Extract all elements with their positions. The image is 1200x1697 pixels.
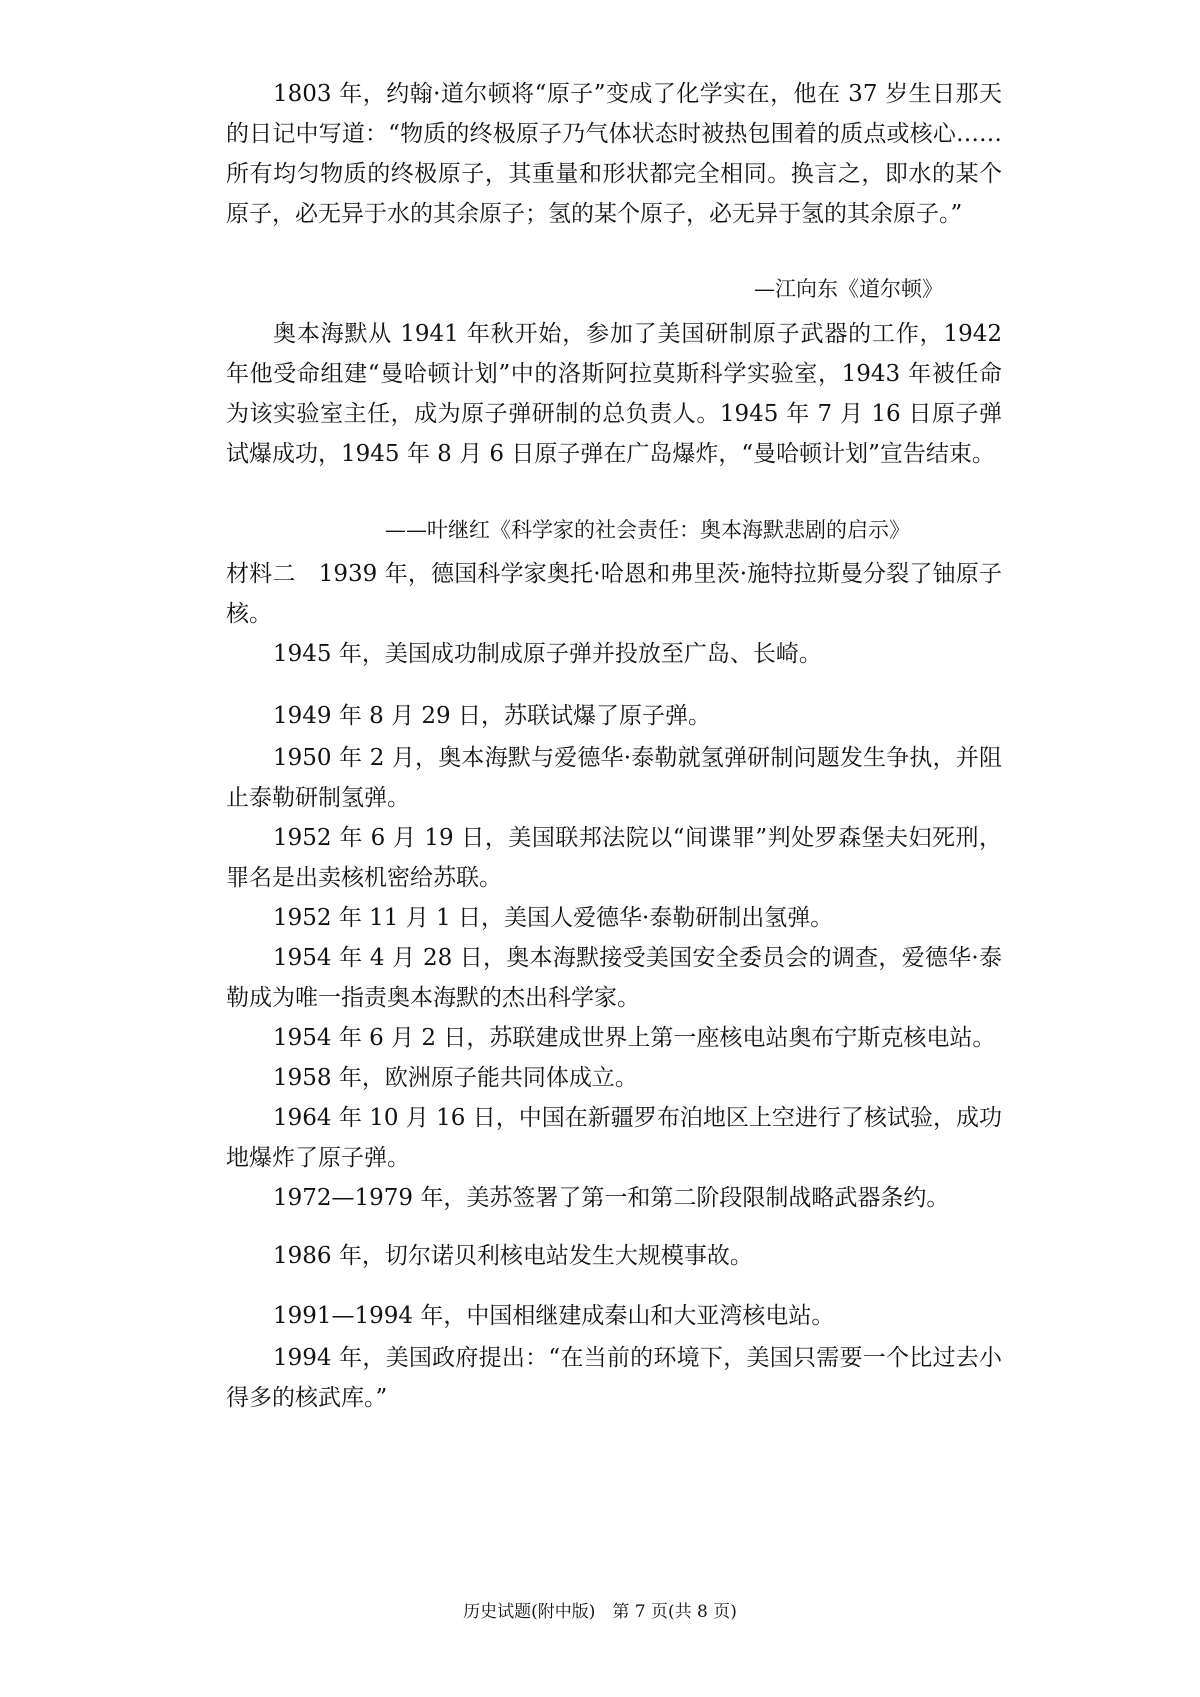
event-item: 1945 年，美国成功制成原子弹并投放至广岛、长崎。: [273, 641, 822, 667]
event-item: 1952 年 11 月 1 日，美国人爱德华·泰勒研制出氢弹。: [273, 905, 834, 931]
event-item: 1954 年 6 月 2 日，苏联建成世界上第一座核电站奥布宁斯克核电站。: [273, 1025, 996, 1051]
event-item: 1994 年，美国政府提出：“在当前的环境下，美国只需要一个比过去小得多的核武库。”: [226, 1345, 1002, 1411]
event-item: 1958 年，欧洲原子能共同体成立。: [273, 1065, 638, 1091]
oppenheimer-source: ——叶继红《科学家的社会责任：奥本海默悲剧的启示》: [385, 518, 910, 542]
dalton-source: —江向东《道尔顿》: [754, 277, 943, 301]
oppenheimer-paragraph: 奥本海默从 1941 年秋开始，参加了美国研制原子武器的工作，1942 年他受命组建“曼哈顿计划”中的洛斯阿拉莫斯科学实验室，1943 年被任命为该实验室主任，成为原子弹研制的总负责人。1945 年 7 月 16 日原子弹试爆成功，1945 年 8 月 6 日原子弹在广岛爆炸，“曼哈顿计划”宣告结束。: [226, 321, 1002, 467]
page-footer: 历史试题(附中版) 第 7 页(共 8 页): [463, 1602, 737, 1622]
event-item: 1986 年，切尔诺贝利核电站发生大规模事故。: [273, 1243, 753, 1269]
event-item: 1991—1994 年，中国相继建成秦山和大亚湾核电站。: [273, 1303, 835, 1329]
event-item: 1949 年 8 月 29 日，苏联试爆了原子弹。: [273, 703, 711, 729]
event-item: 1954 年 4 月 28 日，奥本海默接受美国安全委员会的调查，爱德华·泰勒成为唯一指责奥本海默的杰出科学家。: [226, 945, 1002, 1011]
event-item: 1950 年 2 月，奥本海默与爱德华·泰勒就氢弹研制问题发生争执，并阻止泰勒研制氢弹。: [226, 745, 1002, 811]
dalton-paragraph: 1803 年，约翰·道尔顿将“原子”变成了化学实在，他在 37 岁生日那天的日记中写道：“物质的终极原子乃气体状态时被热包围着的质点或核心……所有均匀物质的终极原子，其重量和形状都完全相同。换言之，即水的某个原子，必无异于水的其余原子；氢的某个原子，必无异于氢的其余原子。”: [226, 81, 1002, 227]
event-item: 1964 年 10 月 16 日，中国在新疆罗布泊地区上空进行了核试验，成功地爆炸了原子弹。: [226, 1105, 1002, 1171]
event-item: 1952 年 6 月 19 日，美国联邦法院以“间谍罪”判处罗森堡夫妇死刑，罪名是出卖核机密给苏联。: [226, 825, 1002, 891]
material2-intro: 材料二 1939 年，德国科学家奥托·哈恩和弗里茨·施特拉斯曼分裂了铀原子核。: [226, 561, 1002, 627]
event-item: 1972—1979 年，美苏签署了第一和第二阶段限制战略武器条约。: [273, 1185, 950, 1211]
